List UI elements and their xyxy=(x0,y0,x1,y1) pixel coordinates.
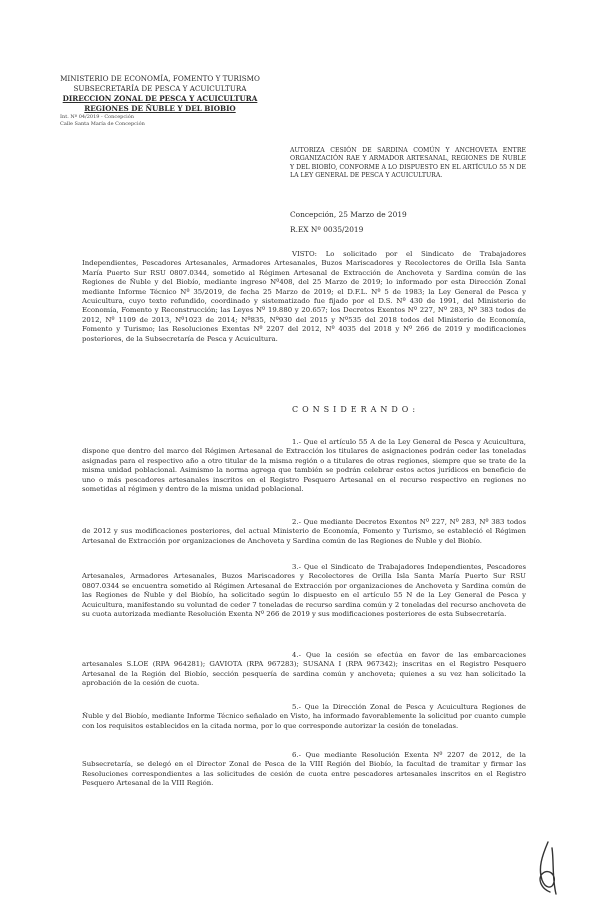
considerando-number: 2.- xyxy=(292,518,301,526)
considerando-number: 1.- xyxy=(292,438,301,446)
considerando-text: Que la cesión se efectúa en favor de las embarcaciones artesanales S.LOE (RPA 964281); GAVIOTA (RPA 967283); SUSANA I (RPA 967342); inscritas en el Registro Pesquero Artesanal de la Región del Biobío, sección pesquería de sardina común y anchoveta; quienes a su vez han solicitado la aprobación de la cesión de cuota. xyxy=(82,651,526,688)
considerando-title: CONSIDERANDO: xyxy=(292,405,420,414)
header-reference-line: Int. Nº 04/2019 - Concepción xyxy=(60,114,134,120)
visto-text: Lo solicitado por el Sindicato de Trabajadores Independientes, Pescadores Artesanales, Armadores Artesanales, Buzos Mariscadores y Recolectores de Orilla Isla Santa María Puerto Sur RSU 0807.0344, sometido al Régimen Artesanal de Extracción de Anchoveta y Sardina común de las Regiones de Ñuble y del Biobío, mediante ingreso Nº408, del 25 Marzo de 2019; lo informado por esta Dirección Zonal mediante Informe Técnico Nº 35/2019, de fecha 25 Marzo de 2019; el D.F.L. Nº 5 de 1983; la Ley General de Pesca y Acuicultura, cuyo texto refundido, coordinado y sistematizado fue fijado por el D.S. Nº 430 de 1991, del Ministerio de Economía, Fomento y Reconstrucción; las Leyes Nº 19.880 y 20.657; los Decretos Exentos Nº 227, Nº 283, Nº 383 todos de 2012, Nº 1109 de 2013, Nº1023 de 2014; Nº835, Nº930 del 2015 y Nº535 del 2018 todos del Ministerio de Economía, Fomento y Turismo; las Resoluciones Exentas Nº 2207 del 2012, Nº 4035 del 2018 y Nº 266 de 2019 y modificaciones posteriores, de la Subsecretaría de Pesca y Acuicultura. xyxy=(82,250,526,343)
considerando-number: 3.- xyxy=(292,563,301,571)
considerando-number: 4.- xyxy=(292,651,301,659)
resolution-number: R.EX Nº 0035/2019 xyxy=(290,225,364,234)
place-date: Concepción, 25 Marzo de 2019 xyxy=(290,210,407,219)
considerando-text: Que el Sindicato de Trabajadores Independientes, Pescadores Artesanales, Armadores Artesanales, Buzos Mariscadores y Recolectores de Orilla Isla Santa María Puerto Sur RSU 0807.0344 se encuentra sometido al Régimen Artesanal de Extracción por organizaciones de Anchoveta y Sardina común de las Regiones de Ñuble y del Biobío, ha solicitado según lo dispuesto en el artículo 55 N de la Ley General de Pesca y Acuicultura, manifestando su voluntad de ceder 7 toneladas de recurso sardina común y 2 toneladas del recurso anchoveta de su cuota autorizada mediante Resolución Exenta Nº 266 de 2019 y sus modificaciones posteriores de esta Subsecretaría. xyxy=(82,563,526,619)
considerando-text: Que la Dirección Zonal de Pesca y Acuicultura Regiones de Ñuble y del Biobío, mediante Informe Técnico señalado en Visto, ha informado favorablemente la solicitud por cuanto cumple con los requisitos establecidos en la citada norma, por lo que corresponde autorizar la cesión de toneladas. xyxy=(82,703,526,730)
considerando-text: Que el artículo 55 A de la Ley General de Pesca y Acuicultura, dispone que dentro del marco del Régimen Artesanal de Extracción los titulares de asignaciones podrán ceder las toneladas asignadas para el respectivo año a otro titular de la misma región o a titulares de otras regiones, siempre que se trate de la misma unidad poblacional. Asimismo la norma agrega que también se podrán celebrar estos actos jurídicos en beneficio de uno o más pescadores artesanales inscritos en el Registro Pesquero Artesanal en el recurso respectivo en regiones no sometidas al régimen y dentro de la misma unidad poblacional. xyxy=(82,438,526,494)
visto-label: VISTO: xyxy=(292,250,317,258)
considerando-5 xyxy=(82,703,526,731)
header-address-line: Calle Santa María de Concepción xyxy=(60,121,145,127)
visto-paragraph xyxy=(82,250,526,344)
undersecretariat-name: SUBSECRETARÍA DE PESCA Y ACUICULTURA xyxy=(73,84,247,93)
institution-header xyxy=(60,74,260,128)
considerando-text: Que mediante Resolución Exenta Nº 2207 de 2012, de la Subsecretaría, se delegó en el Director Zonal de Pesca de la VIII Región del Biobío, la facultad de tramitar y firmar las Resoluciones correspondientes a las solicitudes de cesión de cuota entre pescadores artesanales inscritos en el Registro Pesquero Artesanal de la VIII Región. xyxy=(82,751,526,788)
considerando-number: 6.- xyxy=(292,751,301,759)
considerando-1 xyxy=(82,438,526,494)
considerando-3 xyxy=(82,563,526,619)
zonal-office-name: DIRECCION ZONAL DE PESCA Y ACUICULTURA xyxy=(62,94,258,103)
considerando-6 xyxy=(82,751,526,789)
considerando-4 xyxy=(82,651,526,689)
resolution-subject: AUTORIZA CESIÓN DE SARDINA COMÚN Y ANCHOVETA ENTRE ORGANIZACIÓN RAE Y ARMADOR ARTESANAL, REGIONES DE ÑUBLE Y DEL BIOBÍO, CONFORME A LO DISPUESTO EN EL ARTÍCULO 55 N DE LA LEY GENERAL DE PESCA Y ACUICULTURA. xyxy=(290,147,526,180)
regions-name: REGIONES DE ÑUBLE Y DEL BIOBIO xyxy=(84,104,236,113)
considerando-text: Que mediante Decretos Exentos Nº 227, Nº 283, Nº 383 todos de 2012 y sus modificaciones posteriores, del actual Ministerio de Economía, Fomento y Turismo, se estableció el Régimen Artesanal de Extracción por organizaciones de Anchoveta y Sardina común de las Regiones de Ñuble y del Biobío. xyxy=(82,518,526,545)
considerando-number: 5.- xyxy=(292,703,301,711)
handwritten-signature xyxy=(528,838,568,898)
considerando-2 xyxy=(82,518,526,546)
ministry-name: MINISTERIO DE ECONOMÍA, FOMENTO Y TURISMO xyxy=(60,74,260,83)
